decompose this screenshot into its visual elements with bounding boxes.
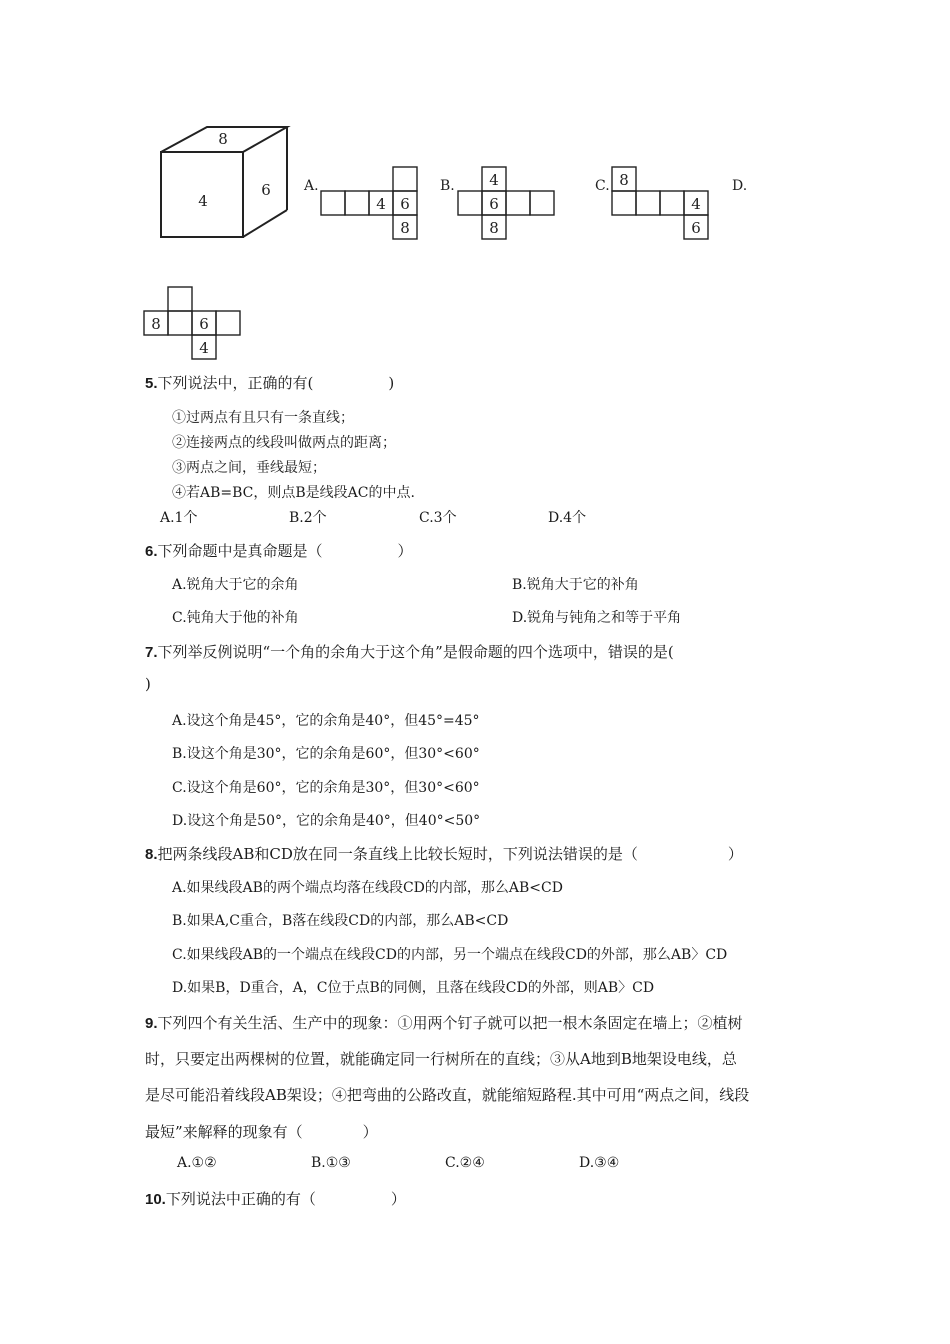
- net-c-cell-8: 8: [619, 171, 629, 189]
- option-c: C.如果线段AB的一个端点在线段CD的内部，另一个端点在线段CD的外部，那么AB〉CD: [172, 947, 728, 963]
- option-a: A.锐角大于它的余角: [172, 577, 299, 593]
- cube-front-number: 4: [198, 192, 208, 210]
- question-number: 10.: [145, 1191, 166, 1208]
- net-a-cell-6: 6: [400, 195, 410, 213]
- question-6-stem: [145, 540, 413, 561]
- question-9-line-2: 时，只要定出两棵树的位置，就能确定同一行树所在的直线；③从A地到B地架设电线，总: [145, 1050, 737, 1068]
- net-a-cell-8: 8: [400, 219, 410, 237]
- question-10-stem: [145, 1188, 406, 1209]
- net-c-cell-6: 6: [691, 219, 701, 237]
- option-d: D.4个: [548, 510, 587, 526]
- question-number: 5.: [145, 375, 158, 392]
- option-d: D.③④: [579, 1155, 620, 1171]
- question-7-stem-continued: ): [145, 675, 151, 693]
- option-b: B.锐角大于它的补角: [512, 577, 639, 593]
- net-a-cell-4: 4: [376, 195, 386, 213]
- question-7-stem: [145, 641, 674, 662]
- option-c: C.钝角大于他的补角: [172, 610, 299, 626]
- question-number: 9.: [145, 1015, 158, 1032]
- question-number: 8.: [145, 846, 158, 863]
- question-text: 下列说法中，正确的有( ): [157, 374, 395, 392]
- statement-item: ①过两点有且只有一条直线；: [172, 410, 354, 426]
- net-b-cell-4: 4: [489, 171, 499, 189]
- option-b: B.如果A,C重合，B落在线段CD的内部，那么AB<CD: [172, 913, 509, 929]
- option-b: B.设这个角是30°，它的余角是60°，但30°<60°: [172, 746, 480, 762]
- option-d: D.如果B，D重合，A，C位于点B的同侧，且落在线段CD的外部，则AB〉CD: [172, 980, 655, 996]
- option-d: D.设这个角是50°，它的余角是40°，但40°<50°: [172, 813, 481, 829]
- net-a-label: A.: [304, 178, 319, 194]
- statement-item: ③两点之间，垂线最短；: [172, 460, 326, 476]
- option-b: B.①③: [311, 1155, 351, 1171]
- net-d-cell-4: 4: [199, 339, 209, 357]
- net-b-cell-8: 8: [489, 219, 499, 237]
- question-text: 下列四个有关生活、生产中的现象：①用两个钉子就可以把一根木条固定在墙上；②植树: [157, 1014, 743, 1032]
- question-5-stem: [145, 372, 394, 393]
- cube-top-number: 8: [218, 130, 228, 148]
- option-a: A.如果线段AB的两个端点均落在线段CD的内部，那么AB<CD: [172, 880, 563, 896]
- statement-item: ④若AB=BC，则点B是线段AC的中点.: [172, 485, 415, 501]
- option-c: C.设这个角是60°，它的余角是30°，但30°<60°: [172, 780, 480, 796]
- cube-side-number: 6: [261, 181, 271, 199]
- statement-item: ②连接两点的线段叫做两点的距离；: [172, 435, 396, 451]
- question-text: 下列说法中正确的有（ ）: [165, 1190, 406, 1208]
- net-c-label: C.: [595, 178, 610, 194]
- net-c-cell-4: 4: [691, 195, 701, 213]
- question-text: 把两条线段AB和CD放在同一条直线上比较长短时，下列说法错误的是（ ）: [157, 845, 743, 863]
- question-9-line-4: 最短”来解释的现象有（ ）: [145, 1123, 378, 1141]
- option-a: A.1个: [160, 510, 198, 526]
- net-b-label: B.: [440, 178, 455, 194]
- question-9-line-3: 是尽可能沿着线段AB架设；④把弯曲的公路改直，就能缩短路程.其中可用“两点之间，线段: [145, 1086, 750, 1104]
- option-a: A.设这个角是45°，它的余角是40°，但45°=45°: [172, 713, 480, 729]
- net-b-cell-6: 6: [489, 195, 499, 213]
- question-number: 6.: [145, 543, 158, 560]
- option-d: D.锐角与钝角之和等于平角: [512, 610, 682, 626]
- cube-figure: [0, 0, 950, 370]
- question-8-stem: [145, 843, 743, 864]
- net-d-cell-6: 6: [199, 315, 209, 333]
- option-a: A.①②: [177, 1155, 217, 1171]
- option-c: C.②④: [445, 1155, 485, 1171]
- net-d-label: D.: [732, 178, 748, 194]
- question-9-line-1: [145, 1012, 743, 1033]
- net-d-cell-8: 8: [151, 315, 161, 333]
- option-b: B.2个: [289, 510, 327, 526]
- question-text: 下列举反例说明“一个角的余角大于这个角”是假命题的四个选项中，错误的是(: [157, 643, 674, 661]
- question-text: 下列命题中是真命题是（ ）: [157, 542, 413, 560]
- option-c: C.3个: [419, 510, 457, 526]
- question-number: 7.: [145, 644, 158, 661]
